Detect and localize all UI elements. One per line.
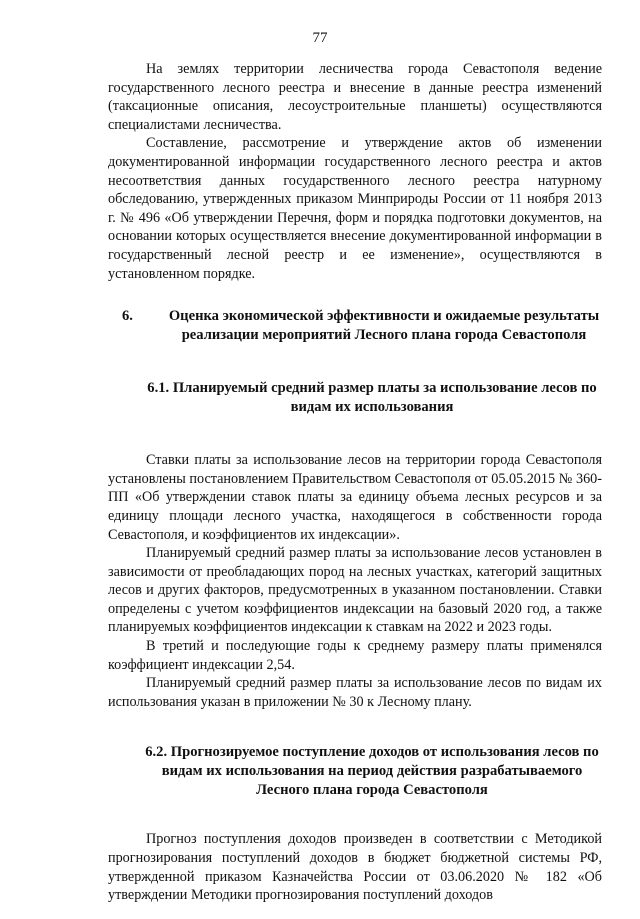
section-6-heading bbox=[108, 307, 602, 345]
section-6-1-paragraph-1: Ставки платы за использование лесов на территории города Севастополя установлены постановлением Правительством Севастополя от 05.05.2015 № 360-ПП «Об утверждении ставок платы за единицу объема лесных ресурсов и за единицу площади лесного участка, находящегося в собственности города Севастополя, и коэффициентов их индексации». bbox=[108, 452, 602, 543]
section-6-number: 6. bbox=[122, 308, 133, 325]
page-content bbox=[108, 60, 602, 905]
intro-paragraph-2: Составление, рассмотрение и утверждение актов об изменении документированной информации государственного лесного реестра и актов несоответствия данных государственного лесного реестра натурному обследованию, утвержденных приказом Минприроды России от 11 ноября 2013 г. № 496 «Об утверждении Перечня, форм и порядка подготовки документов, на основании которых осуществляется внесение документированной информации в государственный лесной реестр и ее изменение», осуществляются в установленном порядке. bbox=[108, 135, 602, 282]
section-6-1-paragraph-3: В третий и последующие годы к среднему размеру платы применялся коэффициент индексации 2,54. bbox=[108, 638, 602, 673]
intro-paragraph-1: На землях территории лесничества города Севастополя ведение государственного лесного реестра и внесение в данные реестра изменений (таксационные описания, лесоустроительные планшеты) осуществляются специалистами лесничества. bbox=[108, 61, 602, 133]
section-6-title: Оценка экономической эффективности и ожидаемые результаты реализации мероприятий Лесного плана города Севастополя bbox=[168, 308, 600, 344]
section-6-1-paragraph-2: Планируемый средний размер платы за использование лесов установлен в зависимости от преобладающих пород на лесных участках, категорий защитных лесов и других факторов, предусмотренных в указанном постановлении. Ставки определены с учетом коэффициентов индексации на базовый 2020 год, а также планируемых коэффициентов индексации к ставкам на 2022 и 2023 годы. bbox=[108, 545, 602, 636]
section-6-1-heading: 6.1. Планируемый средний размер платы за использование лесов по видам их использования bbox=[147, 380, 597, 416]
section-6-2-heading: 6.2. Прогнозируемое поступление доходов от использования лесов по видам их использования на период действия разрабатываемого Лесного плана города Севастополя bbox=[145, 744, 599, 799]
section-6-2-paragraph-1: Прогноз поступления доходов произведен в соответствии с Методикой прогнозирования поступлений доходов в бюджет бюджетной системы РФ, утвержденной приказом Казначейства России от 03.06.2020 № 182 «Об утверждении Методики прогнозирования поступлений доходов bbox=[108, 831, 602, 904]
page-number: 77 bbox=[312, 30, 328, 46]
section-6-1-paragraph-4: Планируемый средний размер платы за использование лесов по видам их использования указан в приложении № 30 к Лесному плану. bbox=[108, 675, 602, 710]
